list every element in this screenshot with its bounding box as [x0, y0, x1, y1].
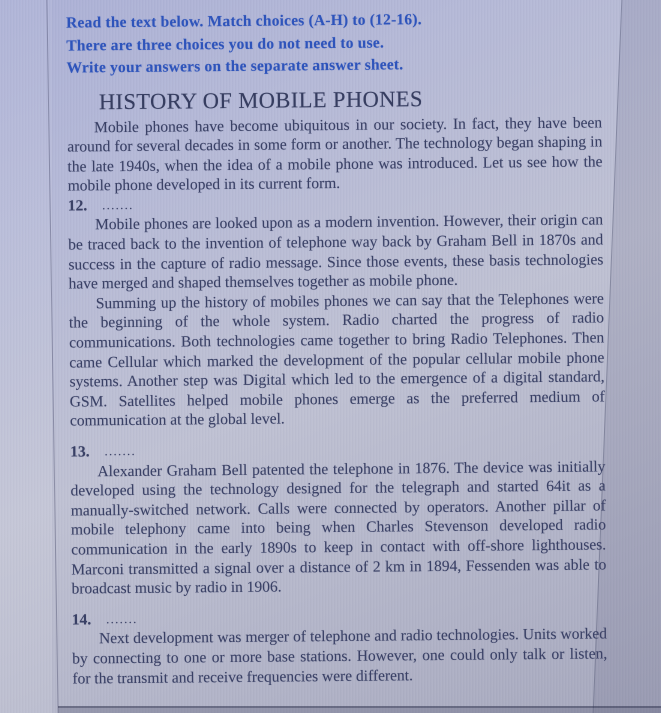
page-fold-left-line: [46, 0, 58, 713]
paragraph: Alexander Graham Bell patented the telephone in 1876. The device was initially developed using the technology designed for the telegraph and started 64it as a manually-switched network. Calls were connected by operators. Another pillar of mobile telephony came into being when Charles Stevenson developed radio communication in the early 1890s to keep in contact with off-shore lighthouses. Marconi transmitted a signal over a distance of 2 km in 1894, Fessenden was able to broadcast music by radio in 1906.: [70, 458, 607, 598]
paragraph: Mobile phones are looked upon as a modern invention. However, their origin can be traced back to the invention of telephone way back by Graham Bell in 1870s and success in the capture of radio message. Since those events, these basis technologies have merged and shaped themselves together as mobile phone.: [68, 211, 604, 293]
instruction-line-2: There are three choices you do not need to use.: [66, 34, 385, 55]
question-number: 12.: [67, 197, 88, 215]
instruction-line-3: Write your answers on the separate answer sheet.: [66, 56, 404, 77]
intro-paragraph: Mobile phones have become ubiquitous in our society. In fact, they have been around for several decades in some form or another. The technology began shaping in the late 1940s, when the idea of a mobile phone was introduced. Let us see how the mobile phone developed in its current form.: [67, 113, 603, 195]
document-page: [66, 7, 607, 688]
answer-blank: .......: [102, 197, 134, 213]
answer-blank: .......: [104, 443, 137, 459]
page-margin-light-strip: [0, 0, 52, 713]
paragraph: Summing up the history of mobiles phones we can say that the Telephones were the beginning of the whole system. Radio charted the progress of radio communications. Both technologies came together to bring Radio Telephones. Then came Cellular which marked the development of the popular cellular mobile phone systems. Another step was Digital which led to the emergence of a digital standard, GSM. Satellites helped mobile phones emerge as the preferred medium of communication at the global level.: [68, 290, 605, 430]
paragraph: Next development was merger of telephone and radio technologies. Units worked by connecting to one or more base stations. However, one could only talk or listen, for the transmit and receive frequencies were different.: [72, 625, 608, 688]
article-title: HISTORY OF MOBILE PHONES: [98, 85, 424, 114]
screen-bottom-edge-shade: [58, 708, 661, 713]
answer-blank: .......: [106, 611, 138, 626]
article-body: [67, 113, 607, 689]
question-number: 13.: [70, 443, 90, 461]
screen-bottom-edge-line: [58, 706, 661, 708]
instruction-line-1: Read the text below. Match choices (A-H) to (12-16).: [66, 11, 422, 32]
question-number: 14.: [71, 611, 92, 629]
task-instructions: [66, 7, 602, 80]
